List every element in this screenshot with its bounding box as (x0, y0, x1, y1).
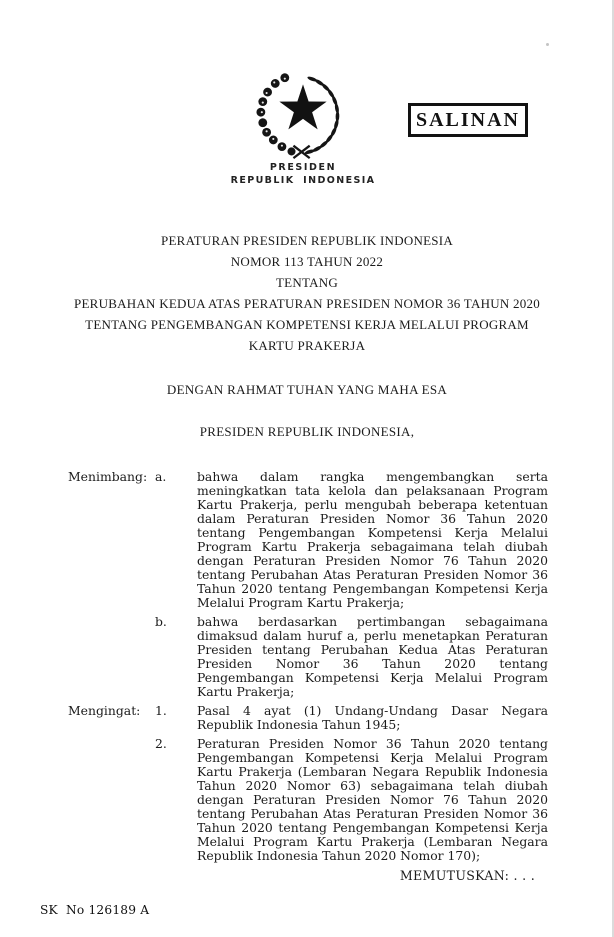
title-line-5: TENTANG PENGEMBANGAN KOMPETENSI KERJA MELALUI PROGRAM (85, 317, 529, 332)
presidential-star-wreath-emblem-icon (255, 71, 351, 161)
decision-line: MEMUTUSKAN: . . . (399, 868, 535, 883)
item-marker: 2. (155, 736, 167, 751)
salinan-label: SALINAN (415, 108, 521, 131)
title-line-3: TENTANG (275, 275, 339, 290)
salinan-stamp (408, 103, 528, 137)
title-line-4: PERUBAHAN KEDUA ATAS PERATURAN PRESIDEN NOMOR 36 TAHUN 2020 (73, 296, 541, 311)
item-text: Pasal 4 ayat (1) Undang-Undang Dasar Negara Republik Indonesia Tahun 1945; (197, 703, 548, 732)
title-line-2: NOMOR 113 TAHUN 2022 (230, 254, 384, 269)
cotton-branch-icon (256, 73, 295, 155)
considerans-body (68, 470, 548, 883)
legal-basis-item (68, 704, 548, 732)
letterhead-emblem (255, 71, 351, 161)
footer-doc-code: SK No 126189 A (40, 903, 150, 917)
issuer-line: PRESIDEN REPUBLIK INDONESIA, (199, 424, 415, 439)
item-text: bahwa berdasarkan pertimbangan sebagaimana dimaksud dalam huruf a, perlu menetapkan Peraturan Presiden tentang Perubahan Kedua Atas Peraturan Presiden Nomor 36 Tahun 2020 tentang Pengembangan Kompetensi Kerja Melalui Program Kartu Prakerja; (197, 614, 548, 699)
mengingat-label: Mengingat: (68, 703, 141, 718)
letterhead-republik-indonesia: REPUBLIK INDONESIA (230, 175, 376, 186)
title-line-6: KARTU PRAKERJA (248, 338, 366, 353)
item-text: Peraturan Presiden Nomor 36 Tahun 2020 tentang Pengembangan Kompetensi Kerja Melalui Program Kartu Prakerja (Lembaran Negara Republik Indonesia Tahun 2020 Nomor 63) sebagaimana telah diubah dengan Peraturan Presiden Nomor 76 Tahun 2020 tentang Perubahan Atas Peraturan Presiden Nomor 36 Tahun 2020 tentang Pengembangan Kompetensi Kerja Melalui Program Kartu Prakerja (Lembaran Negara Republik Indonesia Tahun 2020 Nomor 170); (197, 736, 548, 863)
item-marker: b. (155, 614, 167, 629)
invocation-line: DENGAN RAHMAT TUHAN YANG MAHA ESA (166, 382, 448, 397)
legal-basis-item (68, 737, 548, 863)
item-marker: a. (155, 469, 167, 484)
scan-speck-artifact (546, 43, 549, 46)
letterhead-presiden: PRESIDEN (269, 162, 337, 173)
consideration-item (68, 470, 548, 610)
star-icon (279, 84, 326, 129)
menimbang-label: Menimbang: (68, 469, 148, 484)
letterhead (231, 161, 376, 187)
document-title (0, 230, 614, 356)
item-marker: 1. (155, 703, 167, 718)
consideration-item (68, 615, 548, 699)
title-line-1: PERATURAN PRESIDEN REPUBLIK INDONESIA (160, 233, 453, 248)
item-text: bahwa dalam rangka mengembangkan serta meningkatkan tata kelola dan pelaksanaan Program Kartu Prakerja, perlu mengubah beberapa ketentuan dalam Peraturan Presiden Nomor 36 Tahun 2020 tentang Pengembangan Kompetensi Kerja Melalui Program Kartu Prakerja sebagaimana telah diubah dengan Peraturan Presiden Nomor 76 Tahun 2020 tentang Perubahan Atas Peraturan Presiden Nomor 36 Tahun 2020 tentang Pengembangan Kompetensi Kerja Melalui Program Kartu Prakerja; (197, 469, 548, 610)
